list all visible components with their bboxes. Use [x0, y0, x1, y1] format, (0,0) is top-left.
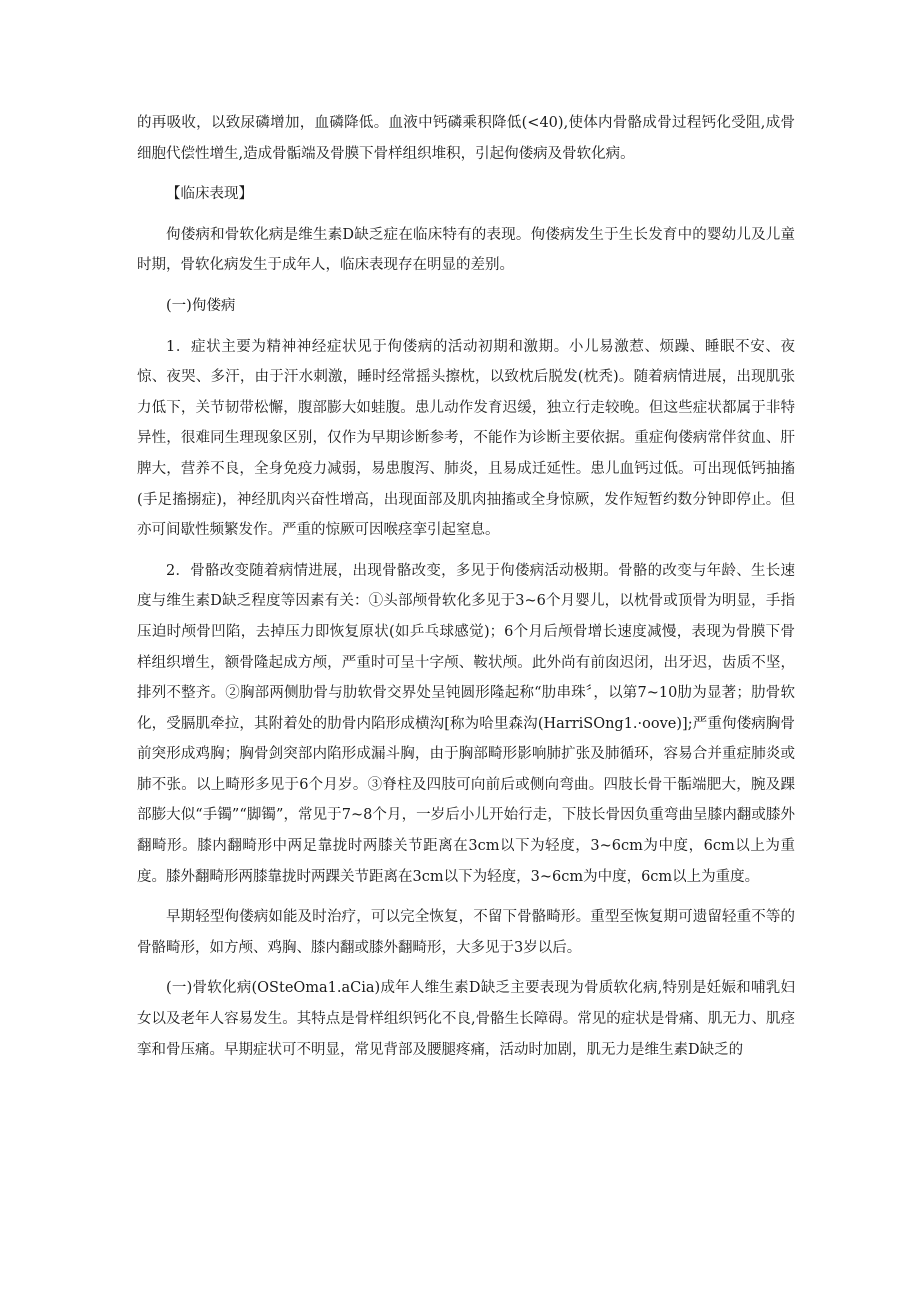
paragraph-prognosis: 早期轻型佝偻病如能及时治疗，可以完全恢复，不留下骨骼畸形。重型至恢复期可遗留轻重不等的骨骼畸形，如方颅、鸡胸、膝内翻或膝外翻畸形，大多见于3岁以后。	[137, 909, 795, 956]
subheading-rickets: (一)佝偻病	[166, 297, 236, 314]
paragraph-intro: 佝偻病和骨软化病是维生素D缺乏症在临床特有的表现。佝偻病发生于生长发育中的婴幼儿及儿童时期，骨软化病发生于成年人，临床表现存在明显的差别。	[137, 226, 795, 274]
paragraph-symptoms: 1．症状主要为精神神经症状见于佝偻病的活动初期和激期。小儿易激惹、烦躁、睡眠不安、夜惊、夜哭、多汗，由于汗水刺激，睡时经常摇头擦枕，以致枕后脱发(枕秃)。随着病情进展，出现肌张力低下，关节韧带松懈，腹部膨大如蛙腹。患儿动作发育迟缓，独立行走较晚。但这些症状都属于非特异性，很难同生理现象区别，仅作为早期诊断参考，不能作为诊断主要依据。重症佝偻病常伴贫血、肝脾大，营养不良，全身免疫力减弱，易患腹泻、肺炎，且易成迁延性。患儿血钙过低。可出现低钙抽搐(手足搐搦症)，神经肌肉兴奋性增高，出现面部及肌肉抽搐或全身惊厥，发作短暂约数分钟即停止。但亦可间歇性频繁发作。严重的惊厥可因喉痉挛引起窒息。	[137, 338, 795, 539]
paragraph-continuation: 的再吸收，以致尿磷增加，血磷降低。血液中钙磷乘积降低(<40),使体内骨骼成骨过程钙化受阻,成骨细胞代偿性增生,造成骨骺端及骨膜下骨样组织堆积，引起佝偻病及骨软化病。	[137, 115, 795, 162]
paragraph-bone-changes: 2．骨骼改变随着病情进展，出现骨骼改变，多见于佝偻病活动极期。骨骼的改变与年龄、生长速度与维生素D缺乏程度等因素有关：①头部颅骨软化多见于3~6个月婴儿，以枕骨或顶骨为明显，手指压迫时颅骨凹陷，去掉压力即恢复原状(如乒乓球感觉)；6个月后颅骨增长速度减慢，表现为骨膜下骨样组织增生，额骨隆起成方颅，严重时可呈十字颅、鞍状颅。此外尚有前囱迟闭，出牙迟，齿质不坚，排列不整齐。②胸部两侧肋骨与肋软骨交界处呈钝圆形隆起称“肋串珠〞，以第7~10肋为显著；肋骨软化，受膈肌牵拉，其附着处的肋骨内陷形成横沟[称为哈里森沟(HarriSOng1.·oove)];严重佝偻病胸骨前突形成鸡胸；胸骨剑突部内陷形成漏斗胸，由于胸部畸形影响肺扩张及肺循环，容易合并重症肺炎或肺不张。以上畸形多见于6个月岁。③脊柱及四肢可向前后或侧向弯曲。四肢长骨干骺端肥大，腕及踝部膨大似“手镯”“脚镯”，常见于7~8个月，一岁后小儿开始行走，下肢长骨因负重弯曲呈膝内翻或膝外翻畸形。膝内翻畸形中两足靠拢时两膝关节距离在3cm以下为轻度，3~6cm为中度，6cm以上为重度。膝外翻畸形两膝靠拢时两踝关节距离在3cm以下为轻度，3~6cm为中度，6cm以上为重度。	[137, 562, 795, 885]
section-heading-clinical: 【临床表现】	[166, 186, 253, 203]
paragraph-osteomalacia: (一)骨软化病(OSteOma1.aCia)成年人维生素D缺乏主要表现为骨质软化病,特别是妊娠和哺乳妇女以及老年人容易发生。其特点是骨样组织钙化不良,骨骼生长障碍。常见的症状是骨痛、肌无力、肌痉挛和骨压痛。早期症状可不明显，常见背部及腰腿疼痛，活动时加剧，肌无力是维生素D缺乏的	[137, 980, 795, 1058]
document-body	[137, 108, 795, 1075]
